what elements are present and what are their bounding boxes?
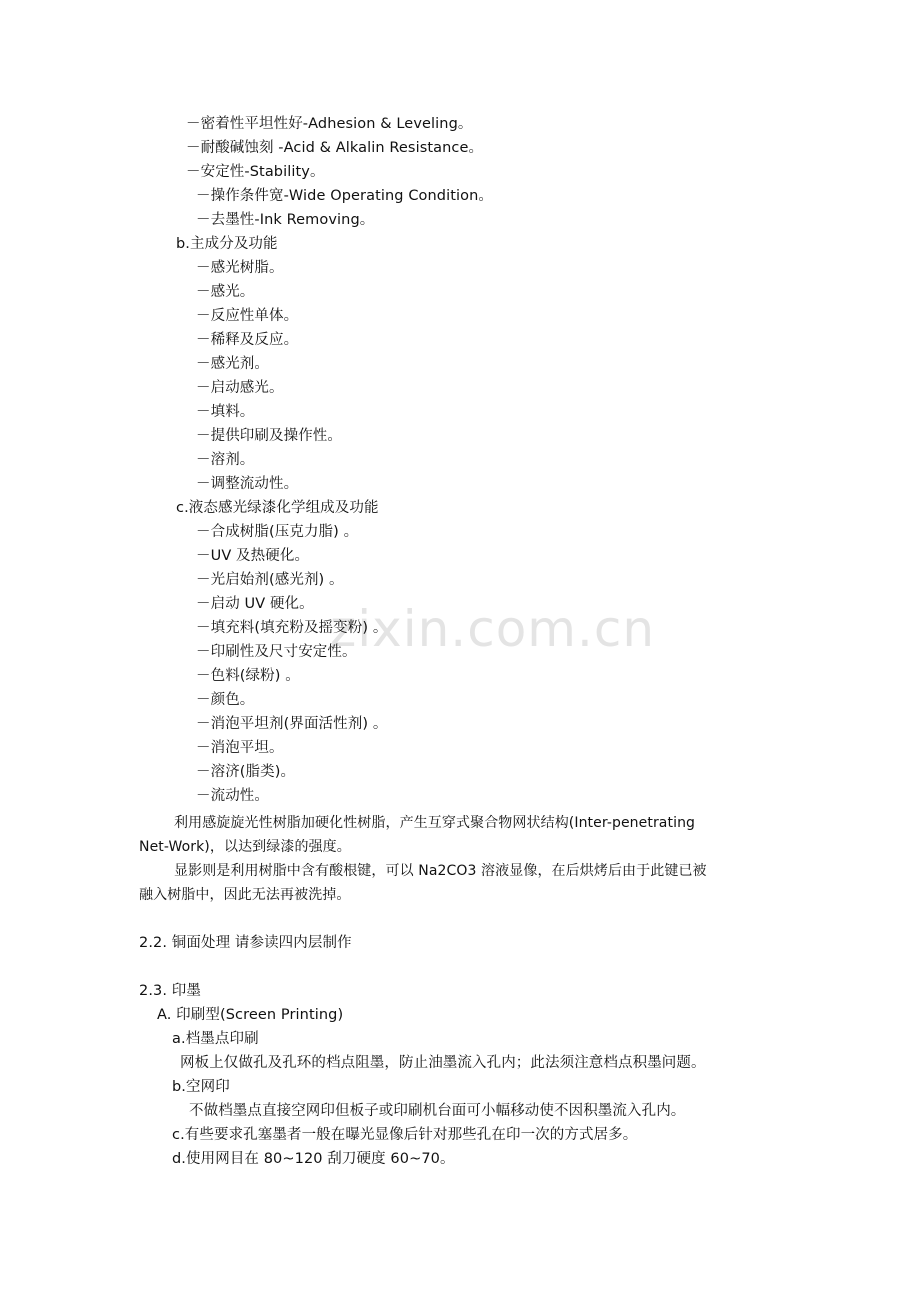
item-heading-a: a.档墨点印刷 [172, 1031, 259, 1047]
list-item: －启动 UV 硬化。 [196, 596, 314, 612]
property-item: －操作条件宽-Wide Operating Condition。 [196, 188, 494, 204]
item-heading-b: b.空网印 [172, 1079, 230, 1095]
item-line-d: d.使用网目在 80~120 刮刀硬度 60~70。 [172, 1151, 455, 1167]
list-item: －感光树脂。 [196, 260, 284, 276]
watermark: zixin.com.cn [330, 600, 656, 658]
paragraph-line: 显影则是利用树脂中含有酸根键，可以 Na2CO3 溶液显像，在后烘烤后由于此键已被 [174, 863, 707, 879]
item-line-c: c.有些要求孔塞墨者一般在曝光显像后针对那些孔在印一次的方式居多。 [172, 1127, 638, 1143]
property-item: －密着性平坦性好-Adhesion & Leveling。 [186, 116, 473, 132]
item-text-a: 网板上仅做孔及孔环的档点阻墨，防止油墨流入孔内；此法须注意档点积墨问题。 [180, 1055, 706, 1071]
property-item: －去墨性-Ink Removing。 [196, 212, 375, 228]
list-item: －填充料(填充粉及摇变粉) 。 [196, 620, 388, 636]
section-b-heading: b.主成分及功能 [176, 236, 278, 252]
list-item: －颜色。 [196, 692, 255, 708]
list-item: －填料。 [196, 404, 255, 420]
list-item: －提供印刷及操作性。 [196, 428, 342, 444]
list-item: －反应性单体。 [196, 308, 299, 324]
item-text-b: 不做档墨点直接空网印但板子或印刷机台面可小幅移动使不因积墨流入孔内。 [189, 1103, 686, 1119]
list-item: －印刷性及尺寸安定性。 [196, 644, 357, 660]
paragraph-line: 利用感旋旋光性树脂加硬化性树脂，产生互穿式聚合物网状结构(Inter-penetrating [174, 815, 696, 831]
list-item: －合成树脂(压克力脂) 。 [196, 524, 359, 540]
list-item: －感光剂。 [196, 356, 269, 372]
list-item: －调整流动性。 [196, 476, 299, 492]
section-c-heading: c.液态感光绿漆化学组成及功能 [176, 500, 379, 516]
list-item: －光启始剂(感光剂) 。 [196, 572, 344, 588]
list-item: －启动感光。 [196, 380, 284, 396]
property-item: －安定性-Stability。 [186, 164, 325, 180]
list-item: －溶济(脂类)。 [196, 764, 296, 780]
paragraph-line: 融入树脂中，因此无法再被洗掉。 [139, 887, 351, 903]
list-item: －流动性。 [196, 788, 269, 804]
section-heading-2-3: 2.3. 印墨 [139, 983, 201, 999]
section-heading-2-2: 2.2. 铜面处理 请参读四内层制作 [139, 935, 352, 951]
subsection-heading-a: A. 印刷型(Screen Printing) [157, 1007, 344, 1023]
list-item: －UV 及热硬化。 [196, 548, 310, 564]
property-item: －耐酸碱蚀刻 -Acid & Alkalin Resistance。 [186, 140, 484, 156]
list-item: －消泡平坦剂(界面活性剂) 。 [196, 716, 388, 732]
paragraph-line: Net-Work)，以达到绿漆的强度。 [139, 839, 351, 855]
list-item: －稀释及反应。 [196, 332, 299, 348]
list-item: －色料(绿粉) 。 [196, 668, 300, 684]
list-item: －溶剂。 [196, 452, 255, 468]
list-item: －消泡平坦。 [196, 740, 284, 756]
list-item: －感光。 [196, 284, 255, 300]
